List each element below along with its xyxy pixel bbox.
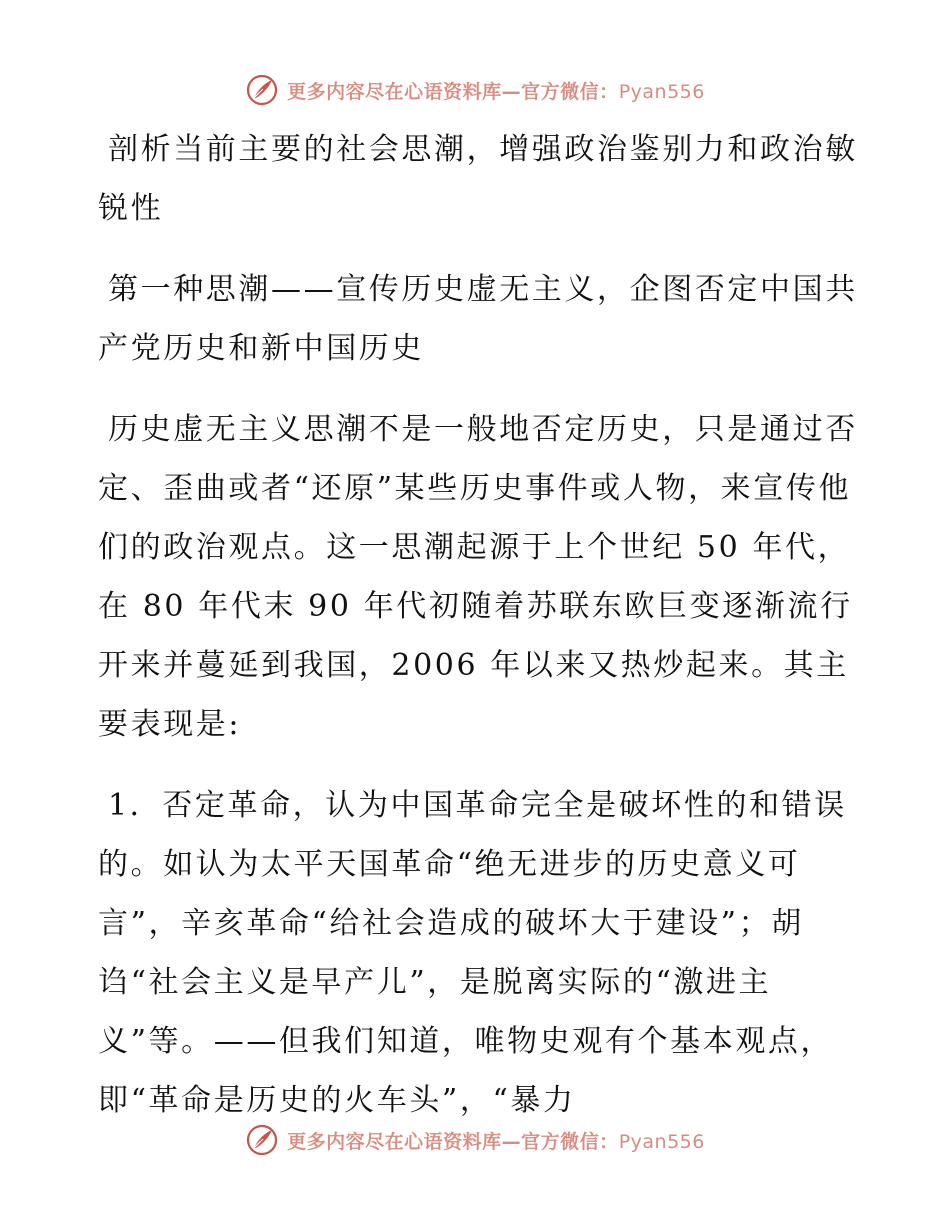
watermark-text [287,1127,705,1154]
watermark-text [287,77,705,104]
body-paragraph: 历史虚无主义思潮不是一般地否定历史，只是通过否定、歪曲或者“还原”某些历史事件或人物，来宣传他们的政治观点。这一思潮起源于上个世纪 50 年代，在 80 年代末 90 年代初随着苏联东欧巨变逐渐流行开来并蔓延到我国，2006 年以来又热炒起来。其主要表现是: [98,412,858,742]
watermark-wechat-label: 官方微信： [521,80,619,103]
header-watermark [0,70,950,110]
footer-watermark [0,1120,950,1160]
document-title: 剖析当前主要的社会思潮，增强政治鉴别力和政治敏锐性 [98,132,858,226]
feather-pen-logo-icon [245,1123,279,1157]
watermark-brand: 更多内容尽在心语资料库 [287,80,502,103]
watermark-brand: 更多内容尽在心语资料库 [287,1130,502,1153]
section-heading: 第一种思潮——宣传历史虚无主义，企图否定中国共产党历史和新中国历史 [98,272,858,366]
document-body [98,120,878,1152]
watermark-wechat-account: Pyan556 [618,80,705,103]
watermark-separator: — [501,1130,522,1153]
feather-pen-logo-icon [245,73,279,107]
watermark-wechat-account: Pyan556 [618,1130,705,1153]
list-item-paragraph: 1．否定革命，认为中国革命完全是破坏性的和错误的。如认为太平天国革命“绝无进步的历史意义可言”，辛亥革命“给社会造成的破坏大于建设”；胡诌“社会主义是早产儿”，是脱离实际的“激进主义”等。——但我们知道，唯物史观有个基本观点，即“革命是历史的火车头”，“暴力 [98,788,847,1118]
watermark-separator: — [501,80,522,103]
watermark-wechat-label: 官方微信： [521,1130,619,1153]
